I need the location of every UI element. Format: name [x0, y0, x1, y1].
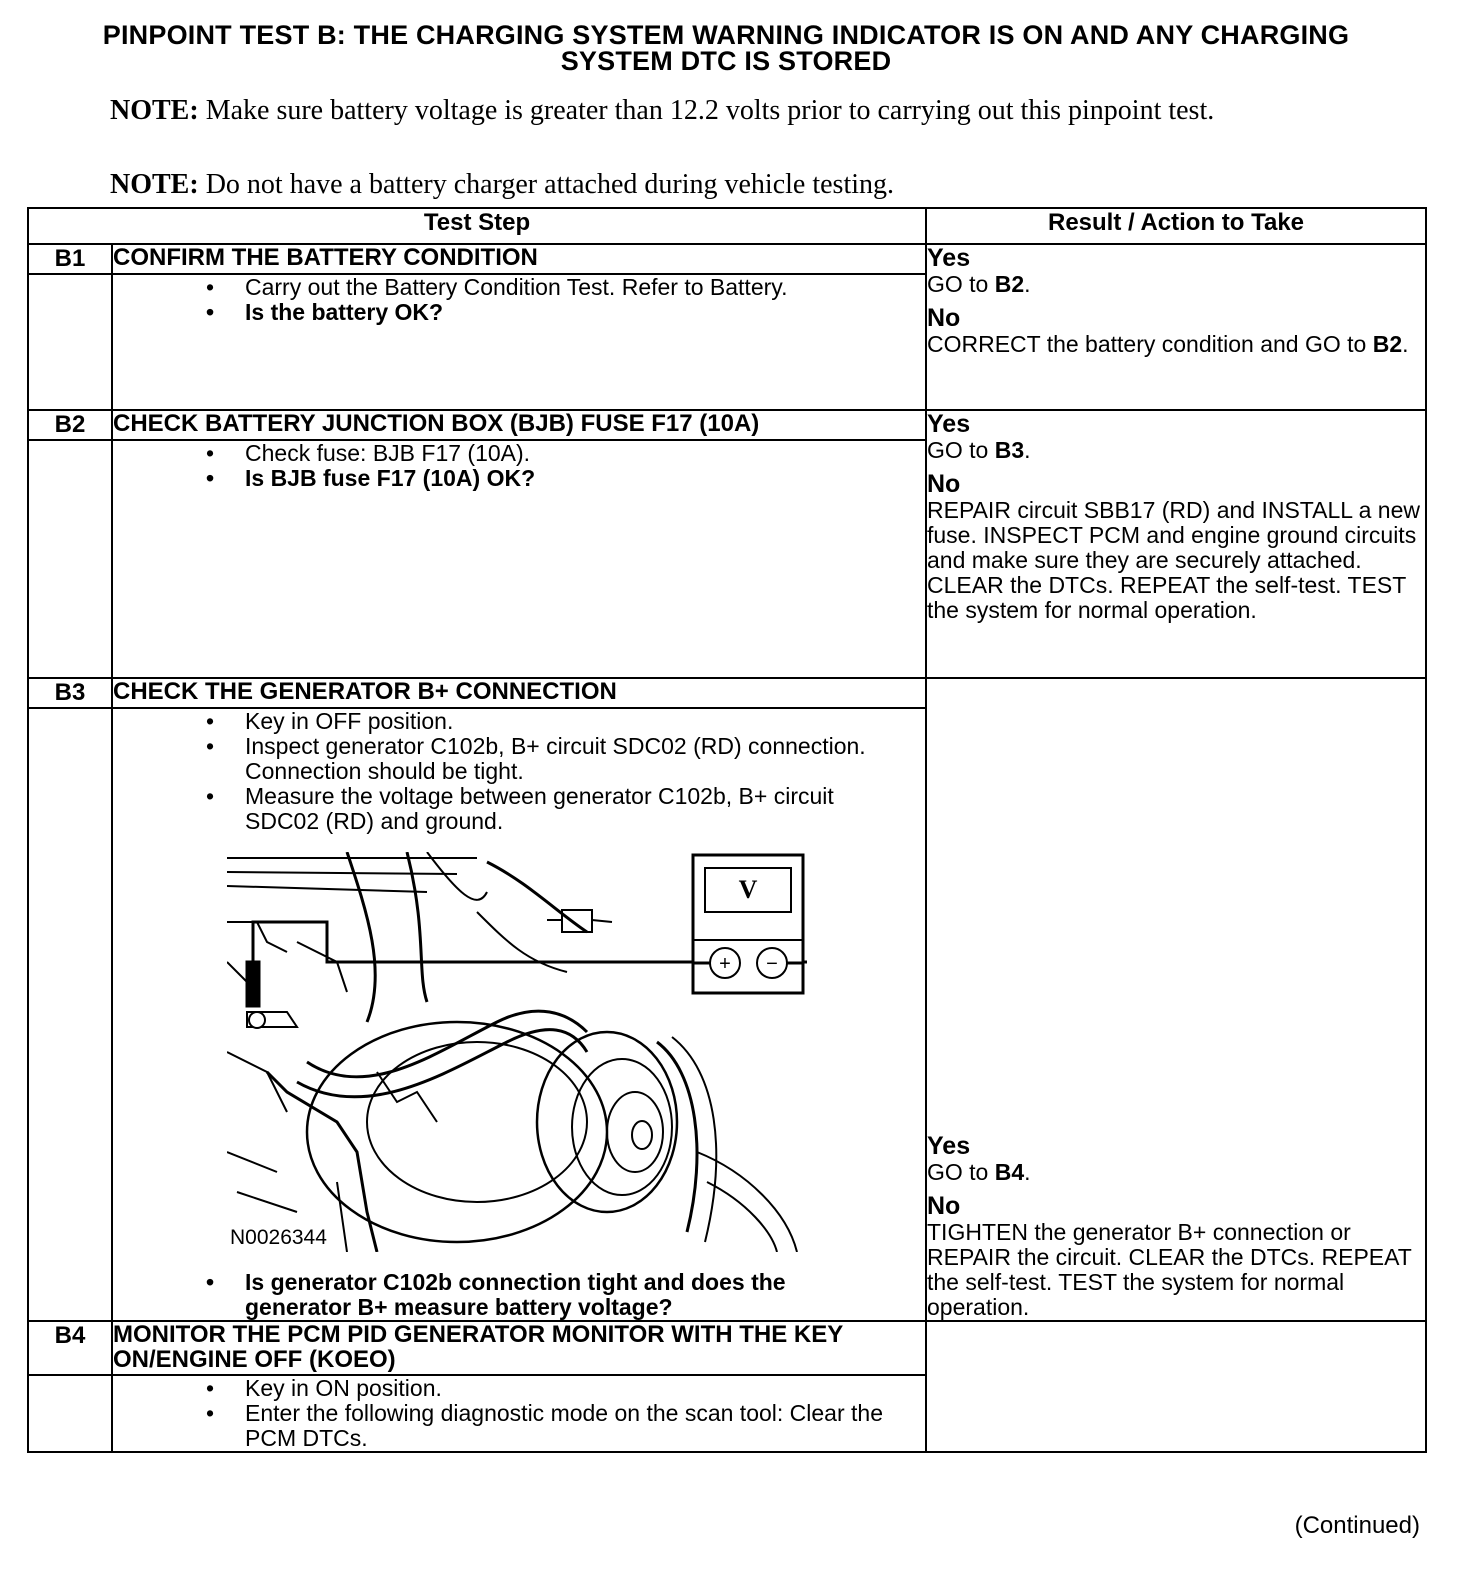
step-b2-result [926, 410, 1426, 678]
step-question: • Is the battery OK? [113, 300, 925, 325]
no-action: TIGHTEN the generator B+ connection or REPAIR the circuit. CLEAR the DTCs. REPEAT the self-test. TEST the system for normal operation. [927, 1219, 1412, 1320]
step-title: CHECK BATTERY JUNCTION BOX (BJB) FUSE F17 (10A) [112, 410, 926, 440]
page-title [0, 22, 1452, 74]
step-title: CONFIRM THE BATTERY CONDITION [112, 244, 926, 274]
no-action: REPAIR circuit SBB17 (RD) and INSTALL a new fuse. INSPECT PCM and engine ground circuits and make sure they are securely attached. CLEAR the DTCs. REPEAT the self-test. TEST the system for normal operation. [927, 497, 1420, 623]
list-item: • Check fuse: BJB F17 (10A). [113, 441, 925, 466]
header-result-action: Result / Action to Take [926, 208, 1426, 244]
no-label: No [927, 470, 961, 498]
diagram-illustration [227, 852, 807, 1252]
step-b2-head-row [28, 410, 1426, 440]
step-b1-head-row [28, 244, 1426, 274]
note-battery-voltage [110, 95, 1330, 126]
no-action: CORRECT the battery condition and GO to B2. [927, 331, 1409, 357]
yes-label: Yes [927, 244, 971, 272]
voltmeter-label: V [738, 875, 758, 904]
no-label: No [927, 304, 961, 332]
yes-action: GO to B3. [927, 437, 1031, 463]
step-b3-result [926, 678, 1426, 1321]
continued-label: (Continued) [1294, 1512, 1420, 1539]
yes-action: GO to B4. [927, 1159, 1031, 1185]
header-test-step: Test Step [28, 208, 926, 244]
step-id-spacer [28, 274, 112, 410]
step-body [112, 274, 926, 410]
step-id: B4 [28, 1321, 112, 1375]
minus-sign: − [766, 953, 778, 975]
note-text: Make sure battery voltage is greater than 12.2 volts prior to carrying out this pinpoint test. [198, 95, 1215, 126]
yes-label: Yes [927, 410, 971, 438]
list-item: • Key in OFF position. [113, 709, 925, 734]
list-item: • Key in ON position. [113, 1376, 925, 1401]
step-id: B2 [28, 410, 112, 440]
list-item: • Carry out the Battery Condition Test. Refer to Battery. [113, 275, 925, 300]
note-no-charger [110, 169, 1330, 200]
step-body [112, 1375, 926, 1452]
step-b4-result [926, 1321, 1426, 1452]
step-id: B1 [28, 244, 112, 274]
step-b4-head-row [28, 1321, 1426, 1375]
generator-voltage-diagram [227, 852, 807, 1252]
note-label: NOTE: [110, 169, 199, 200]
step-title: CHECK THE GENERATOR B+ CONNECTION [112, 678, 926, 708]
title-line-2: SYSTEM DTC IS STORED [560, 46, 892, 76]
note-text: Do not have a battery charger attached during vehicle testing. [198, 169, 895, 200]
step-b3-head-row [28, 678, 1426, 708]
list-item: • Measure the voltage between generator C102b, B+ circuit SDC02 (RD) and ground. [113, 784, 925, 834]
no-label: No [927, 1192, 961, 1220]
step-id-spacer [28, 440, 112, 678]
table-header-row [28, 208, 1426, 244]
step-question: • Is generator C102b connection tight and does the generator B+ measure battery voltage? [113, 1270, 925, 1320]
yes-action: GO to B2. [927, 271, 1031, 297]
step-id-spacer [28, 708, 112, 1321]
pinpoint-test-table [27, 207, 1427, 1453]
step-question: • Is BJB fuse F17 (10A) OK? [113, 466, 925, 491]
step-body [112, 708, 926, 1321]
list-item: • Enter the following diagnostic mode on the scan tool: Clear the PCM DTCs. [113, 1401, 925, 1451]
step-id: B3 [28, 678, 112, 708]
step-b1-result [926, 244, 1426, 410]
step-id-spacer [28, 1375, 112, 1452]
list-item: • Inspect generator C102b, B+ circuit SDC02 (RD) connection. Connection should be tight. [113, 734, 925, 784]
plus-sign: + [719, 953, 731, 975]
step-body [112, 440, 926, 678]
yes-label: Yes [927, 1132, 971, 1160]
figure-id: N0026344 [230, 1226, 327, 1249]
title-line-1: PINPOINT TEST B: THE CHARGING SYSTEM WARNING INDICATOR IS ON AND ANY CHARGING [102, 20, 1350, 50]
note-label: NOTE: [110, 95, 199, 126]
step-title: MONITOR THE PCM PID GENERATOR MONITOR WITH THE KEY ON/ENGINE OFF (KOEO) [112, 1321, 926, 1375]
